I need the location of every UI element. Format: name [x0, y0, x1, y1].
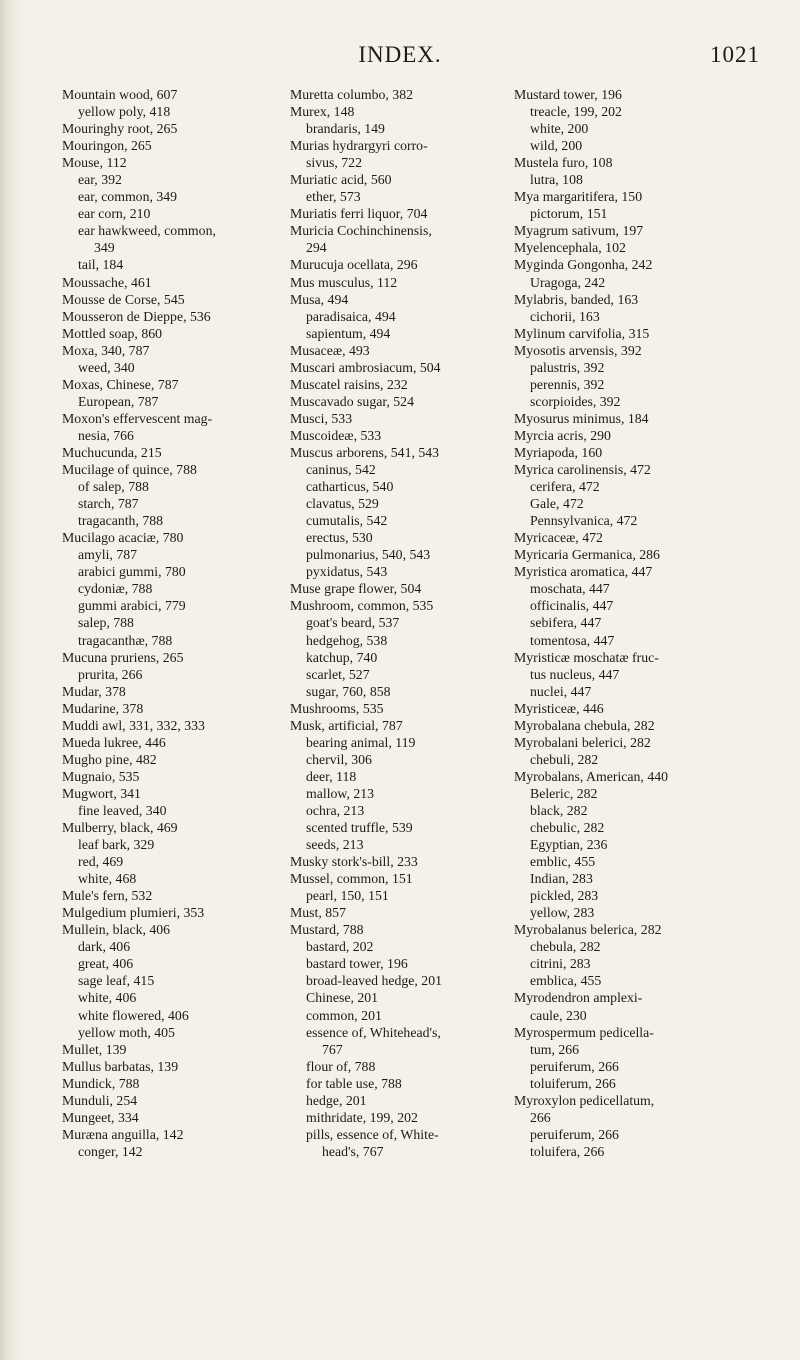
- index-entry: amyli, 787: [78, 547, 138, 563]
- index-entry: citrini, 283: [530, 956, 591, 972]
- index-entry: ear corn, 210: [78, 206, 151, 222]
- index-entry: Muscari ambrosiacum, 504: [290, 359, 441, 375]
- index-entry: Muscavado sugar, 524: [290, 393, 414, 409]
- index-entry: Myriapoda, 160: [514, 444, 603, 460]
- index-entry: Muriatic acid, 560: [290, 172, 392, 188]
- index-entry: sivus, 722: [306, 155, 362, 171]
- index-entry: katchup, 740: [306, 649, 378, 665]
- index-entry: Musk, artificial, 787: [290, 717, 403, 733]
- index-entry: caninus, 542: [306, 462, 376, 478]
- index-entry: salep, 788: [78, 615, 134, 631]
- index-entry: scented truffle, 539: [306, 820, 413, 836]
- index-entry: white, 406: [78, 990, 137, 1006]
- index-entry: yellow moth, 405: [78, 1024, 175, 1040]
- index-entry: catharticus, 540: [306, 479, 394, 495]
- index-entry: Uragoga, 242: [530, 274, 606, 290]
- index-entry: Murucuja ocellata, 296: [290, 257, 418, 273]
- index-entry: Muricia Cochinchinensis,: [290, 223, 432, 239]
- index-entry: Mylinum carvifolia, 315: [514, 325, 650, 341]
- page-title: INDEX.: [358, 42, 442, 67]
- index-entry: sebifera, 447: [530, 615, 602, 631]
- index-entry: tum, 266: [530, 1041, 580, 1057]
- index-entry: Myagrum sativum, 197: [514, 223, 644, 239]
- index-entry: Myrobalans, American, 440: [514, 768, 669, 784]
- index-entry: fine leaved, 340: [78, 802, 167, 818]
- index-entry: Murias hydrargyri corro-: [290, 138, 428, 154]
- index-entry: Mottled soap, 860: [62, 325, 163, 341]
- index-entry: Mullus barbatas, 139: [62, 1058, 179, 1074]
- index-entry: Mugho pine, 482: [62, 751, 157, 767]
- index-entry: peruiferum, 266: [530, 1126, 619, 1142]
- index-entry: sugar, 760, 858: [306, 683, 391, 699]
- index-entry: Mucilago acaciæ, 780: [62, 530, 184, 546]
- index-entry: cydoniæ, 788: [78, 581, 153, 597]
- index-entry: Muse grape flower, 504: [290, 581, 422, 597]
- index-column-3: [514, 86, 744, 1160]
- index-entry: arabici gummi, 780: [78, 564, 186, 580]
- index-entry: Myricaceæ, 472: [514, 530, 603, 546]
- index-entry: Myosotis arvensis, 392: [514, 342, 642, 358]
- index-entry: starch, 787: [78, 496, 139, 512]
- index-entry: 767: [322, 1041, 343, 1057]
- index-entry: cerifera, 472: [530, 479, 600, 495]
- index-entry: brandaris, 149: [306, 121, 385, 137]
- index-entry: chebulic, 282: [530, 820, 605, 836]
- index-entry: Mugwort, 341: [62, 785, 141, 801]
- index-entry: scarlet, 527: [306, 666, 370, 682]
- index-entry: pickled, 283: [530, 888, 599, 904]
- index-entry: caule, 230: [530, 1007, 587, 1023]
- index-entry: Mungeet, 334: [62, 1109, 139, 1125]
- index-entry: Muræna anguilla, 142: [62, 1126, 184, 1142]
- index-entry: pictorum, 151: [530, 206, 608, 222]
- index-entry: Mya margaritifera, 150: [514, 189, 643, 205]
- index-entry: Mundick, 788: [62, 1075, 140, 1091]
- index-entry: seeds, 213: [306, 837, 364, 853]
- index-entry: Mylabris, banded, 163: [514, 291, 639, 307]
- index-entry: Must, 857: [290, 905, 346, 921]
- index-entry: Muddi awl, 331, 332, 333: [62, 717, 205, 733]
- index-entry: pearl, 150, 151: [306, 888, 389, 904]
- index-entry: Mudar, 378: [62, 683, 126, 699]
- index-entry: Mousseron de Dieppe, 536: [62, 308, 211, 324]
- index-entry: cumutalis, 542: [306, 513, 388, 529]
- index-entry: erectus, 530: [306, 530, 373, 546]
- index-entry: Mushrooms, 535: [290, 700, 384, 716]
- index-entry: Mugnaio, 535: [62, 768, 140, 784]
- index-entry: conger, 142: [78, 1143, 143, 1159]
- index-entry: Muchucunda, 215: [62, 444, 162, 460]
- index-entry: head's, 767: [322, 1143, 384, 1159]
- index-entry: pyxidatus, 543: [306, 564, 388, 580]
- index-entry: officinalis, 447: [530, 598, 614, 614]
- index-entry: Muretta columbo, 382: [290, 87, 413, 102]
- index-entry: toluiferum, 266: [530, 1075, 616, 1091]
- index-entry: Myrospermum pedicella-: [514, 1024, 654, 1040]
- index-entry: Gale, 472: [530, 496, 584, 512]
- index-entry: pulmonarius, 540, 543: [306, 547, 431, 563]
- index-entry: cichorii, 163: [530, 308, 600, 324]
- index-entry: Myosurus minimus, 184: [514, 410, 649, 426]
- index-entry: peruiferum, 266: [530, 1058, 619, 1074]
- index-entry: Myristica aromatica, 447: [514, 564, 653, 580]
- index-entry: Mullet, 139: [62, 1041, 127, 1057]
- index-entry: deer, 118: [306, 768, 357, 784]
- index-entry: ear, common, 349: [78, 189, 178, 205]
- index-entry: Moussache, 461: [62, 274, 152, 290]
- index-entry: perennis, 392: [530, 376, 605, 392]
- index-entry: Chinese, 201: [306, 990, 379, 1006]
- index-entry: lutra, 108: [530, 172, 583, 188]
- index-entry: weed, 340: [78, 359, 135, 375]
- index-entry: yellow, 283: [530, 905, 595, 921]
- index-entry: Egyptian, 236: [530, 837, 608, 853]
- index-entry: Myristiceæ, 446: [514, 700, 604, 716]
- index-entry: Mouse, 112: [62, 155, 127, 171]
- index-entry: Muscus arborens, 541, 543: [290, 444, 440, 460]
- index-column-2: [290, 86, 505, 1160]
- index-entry: Myricaria Germanica, 286: [514, 547, 660, 563]
- index-entry: white, 468: [78, 871, 137, 887]
- index-entry: Musci, 533: [290, 410, 353, 426]
- index-entry: sapientum, 494: [306, 325, 391, 341]
- index-entry: Murex, 148: [290, 104, 355, 120]
- index-entry: chebuli, 282: [530, 751, 599, 767]
- index-entry: pills, essence of, White-: [306, 1126, 439, 1142]
- index-entry: Indian, 283: [530, 871, 593, 887]
- index-entry: sage leaf, 415: [78, 973, 155, 989]
- index-entry: ochra, 213: [306, 802, 365, 818]
- index-entry: Mustard, 788: [290, 922, 364, 938]
- index-entry: hedgehog, 538: [306, 632, 388, 648]
- index-entry: Mustard tower, 196: [514, 87, 622, 102]
- index-entry: hedge, 201: [306, 1092, 367, 1108]
- index-entry: Myrobalani belerici, 282: [514, 734, 651, 750]
- index-entry: Musky stork's-bill, 233: [290, 854, 418, 870]
- index-entry: nuclei, 447: [530, 683, 592, 699]
- index-entry: Mouringhy root, 265: [62, 121, 178, 137]
- index-entry: great, 406: [78, 956, 134, 972]
- index-entry: Myelencephala, 102: [514, 240, 626, 256]
- index-entry: Mucilage of quince, 788: [62, 462, 197, 478]
- index-entry: chebula, 282: [530, 939, 601, 955]
- index-entry: Myrobalana chebula, 282: [514, 717, 655, 733]
- index-entry: Myroxylon pedicellatum,: [514, 1092, 655, 1108]
- index-entry: toluifera, 266: [530, 1143, 605, 1159]
- index-entry: Muriatis ferri liquor, 704: [290, 206, 428, 222]
- index-entry: flour of, 788: [306, 1058, 376, 1074]
- index-entry: prurita, 266: [78, 666, 143, 682]
- index-entry: emblic, 455: [530, 854, 596, 870]
- index-entry: mithridate, 199, 202: [306, 1109, 418, 1125]
- index-entry: Mustela furo, 108: [514, 155, 613, 171]
- index-entry: Mussel, common, 151: [290, 871, 413, 887]
- index-entry: Pennsylvanica, 472: [530, 513, 638, 529]
- index-entry: tus nucleus, 447: [530, 666, 620, 682]
- index-entry: moschata, 447: [530, 581, 610, 597]
- index-entry: Beleric, 282: [530, 785, 598, 801]
- index-entry: of salep, 788: [78, 479, 149, 495]
- index-entry: leaf bark, 329: [78, 837, 155, 853]
- index-entry: Mucuna pruriens, 265: [62, 649, 184, 665]
- index-entry: 266: [530, 1109, 551, 1125]
- index-entry: tail, 184: [78, 257, 124, 273]
- index-entry: emblica, 455: [530, 973, 602, 989]
- index-entry: scorpioides, 392: [530, 393, 621, 409]
- index-entry: dark, 406: [78, 939, 131, 955]
- index-entry: essence of, Whitehead's,: [306, 1024, 441, 1040]
- index-entry: nesia, 766: [78, 427, 134, 443]
- index-entry: Myrcia acris, 290: [514, 427, 611, 443]
- index-entry: gummi arabici, 779: [78, 598, 186, 614]
- index-entry: mallow, 213: [306, 785, 375, 801]
- index-entry: yellow poly, 418: [78, 104, 171, 120]
- index-entry: tomentosa, 447: [530, 632, 615, 648]
- index-entry: Myginda Gongonha, 242: [514, 257, 653, 273]
- index-entry: Mushroom, common, 535: [290, 598, 434, 614]
- index-entry: clavatus, 529: [306, 496, 379, 512]
- index-entry: Myrodendron amplexi-: [514, 990, 643, 1006]
- index-entry: Myrica carolinensis, 472: [514, 462, 651, 478]
- index-entry: Mousse de Corse, 545: [62, 291, 185, 307]
- page-number: 1021: [710, 42, 760, 67]
- index-entry: Mountain wood, 607: [62, 87, 178, 102]
- index-entry: chervil, 306: [306, 751, 372, 767]
- index-entry: Mullein, black, 406: [62, 922, 171, 938]
- index-entry: Myristicæ moschatæ fruc-: [514, 649, 659, 665]
- index-entry: Munduli, 254: [62, 1092, 138, 1108]
- index-entry: palustris, 392: [530, 359, 605, 375]
- index-entry: broad-leaved hedge, 201: [306, 973, 442, 989]
- index-entry: wild, 200: [530, 138, 583, 154]
- index-entry: Mulgedium plumieri, 353: [62, 905, 205, 921]
- index-entry: white flowered, 406: [78, 1007, 189, 1023]
- index-entry: treacle, 199, 202: [530, 104, 622, 120]
- index-entry: ear hawkweed, common,: [78, 223, 216, 239]
- index-entry: Musaceæ, 493: [290, 342, 370, 358]
- index-entry: red, 469: [78, 854, 124, 870]
- index-entry: Moxon's effervescent mag-: [62, 410, 213, 426]
- index-entry: bastard, 202: [306, 939, 374, 955]
- index-entry: European, 787: [78, 393, 159, 409]
- index-column-1: [62, 86, 272, 1160]
- index-entry: Musa, 494: [290, 291, 349, 307]
- index-entry: Mouringon, 265: [62, 138, 152, 154]
- index-entry: Mudarine, 378: [62, 700, 144, 716]
- index-entry: for table use, 788: [306, 1075, 402, 1091]
- index-entry: Moxa, 340, 787: [62, 342, 150, 358]
- index-entry: Muscoideæ, 533: [290, 427, 382, 443]
- index-entry: Muscatel raisins, 232: [290, 376, 408, 392]
- index-entry: Mule's fern, 532: [62, 888, 153, 904]
- index-entry: ear, 392: [78, 172, 122, 188]
- index-entry: tragacanth, 788: [78, 513, 164, 529]
- index-entry: common, 201: [306, 1007, 382, 1023]
- index-entry: tragacanthæ, 788: [78, 632, 173, 648]
- index-entry: Myrobalanus belerica, 282: [514, 922, 662, 938]
- index-entry: Mulberry, black, 469: [62, 820, 178, 836]
- index-entry: Mueda lukree, 446: [62, 734, 166, 750]
- index-entry: 349: [94, 240, 115, 256]
- index-entry: bastard tower, 196: [306, 956, 408, 972]
- index-entry: ether, 573: [306, 189, 361, 205]
- index-entry: paradisaica, 494: [306, 308, 396, 324]
- index-entry: black, 282: [530, 802, 588, 818]
- index-entry: bearing animal, 119: [306, 734, 416, 750]
- index-entry: 294: [306, 240, 327, 256]
- index-entry: Moxas, Chinese, 787: [62, 376, 179, 392]
- index-entry: Mus musculus, 112: [290, 274, 398, 290]
- page-binding-edge: [0, 0, 22, 1360]
- index-entry: goat's beard, 537: [306, 615, 400, 631]
- index-entry: white, 200: [530, 121, 589, 137]
